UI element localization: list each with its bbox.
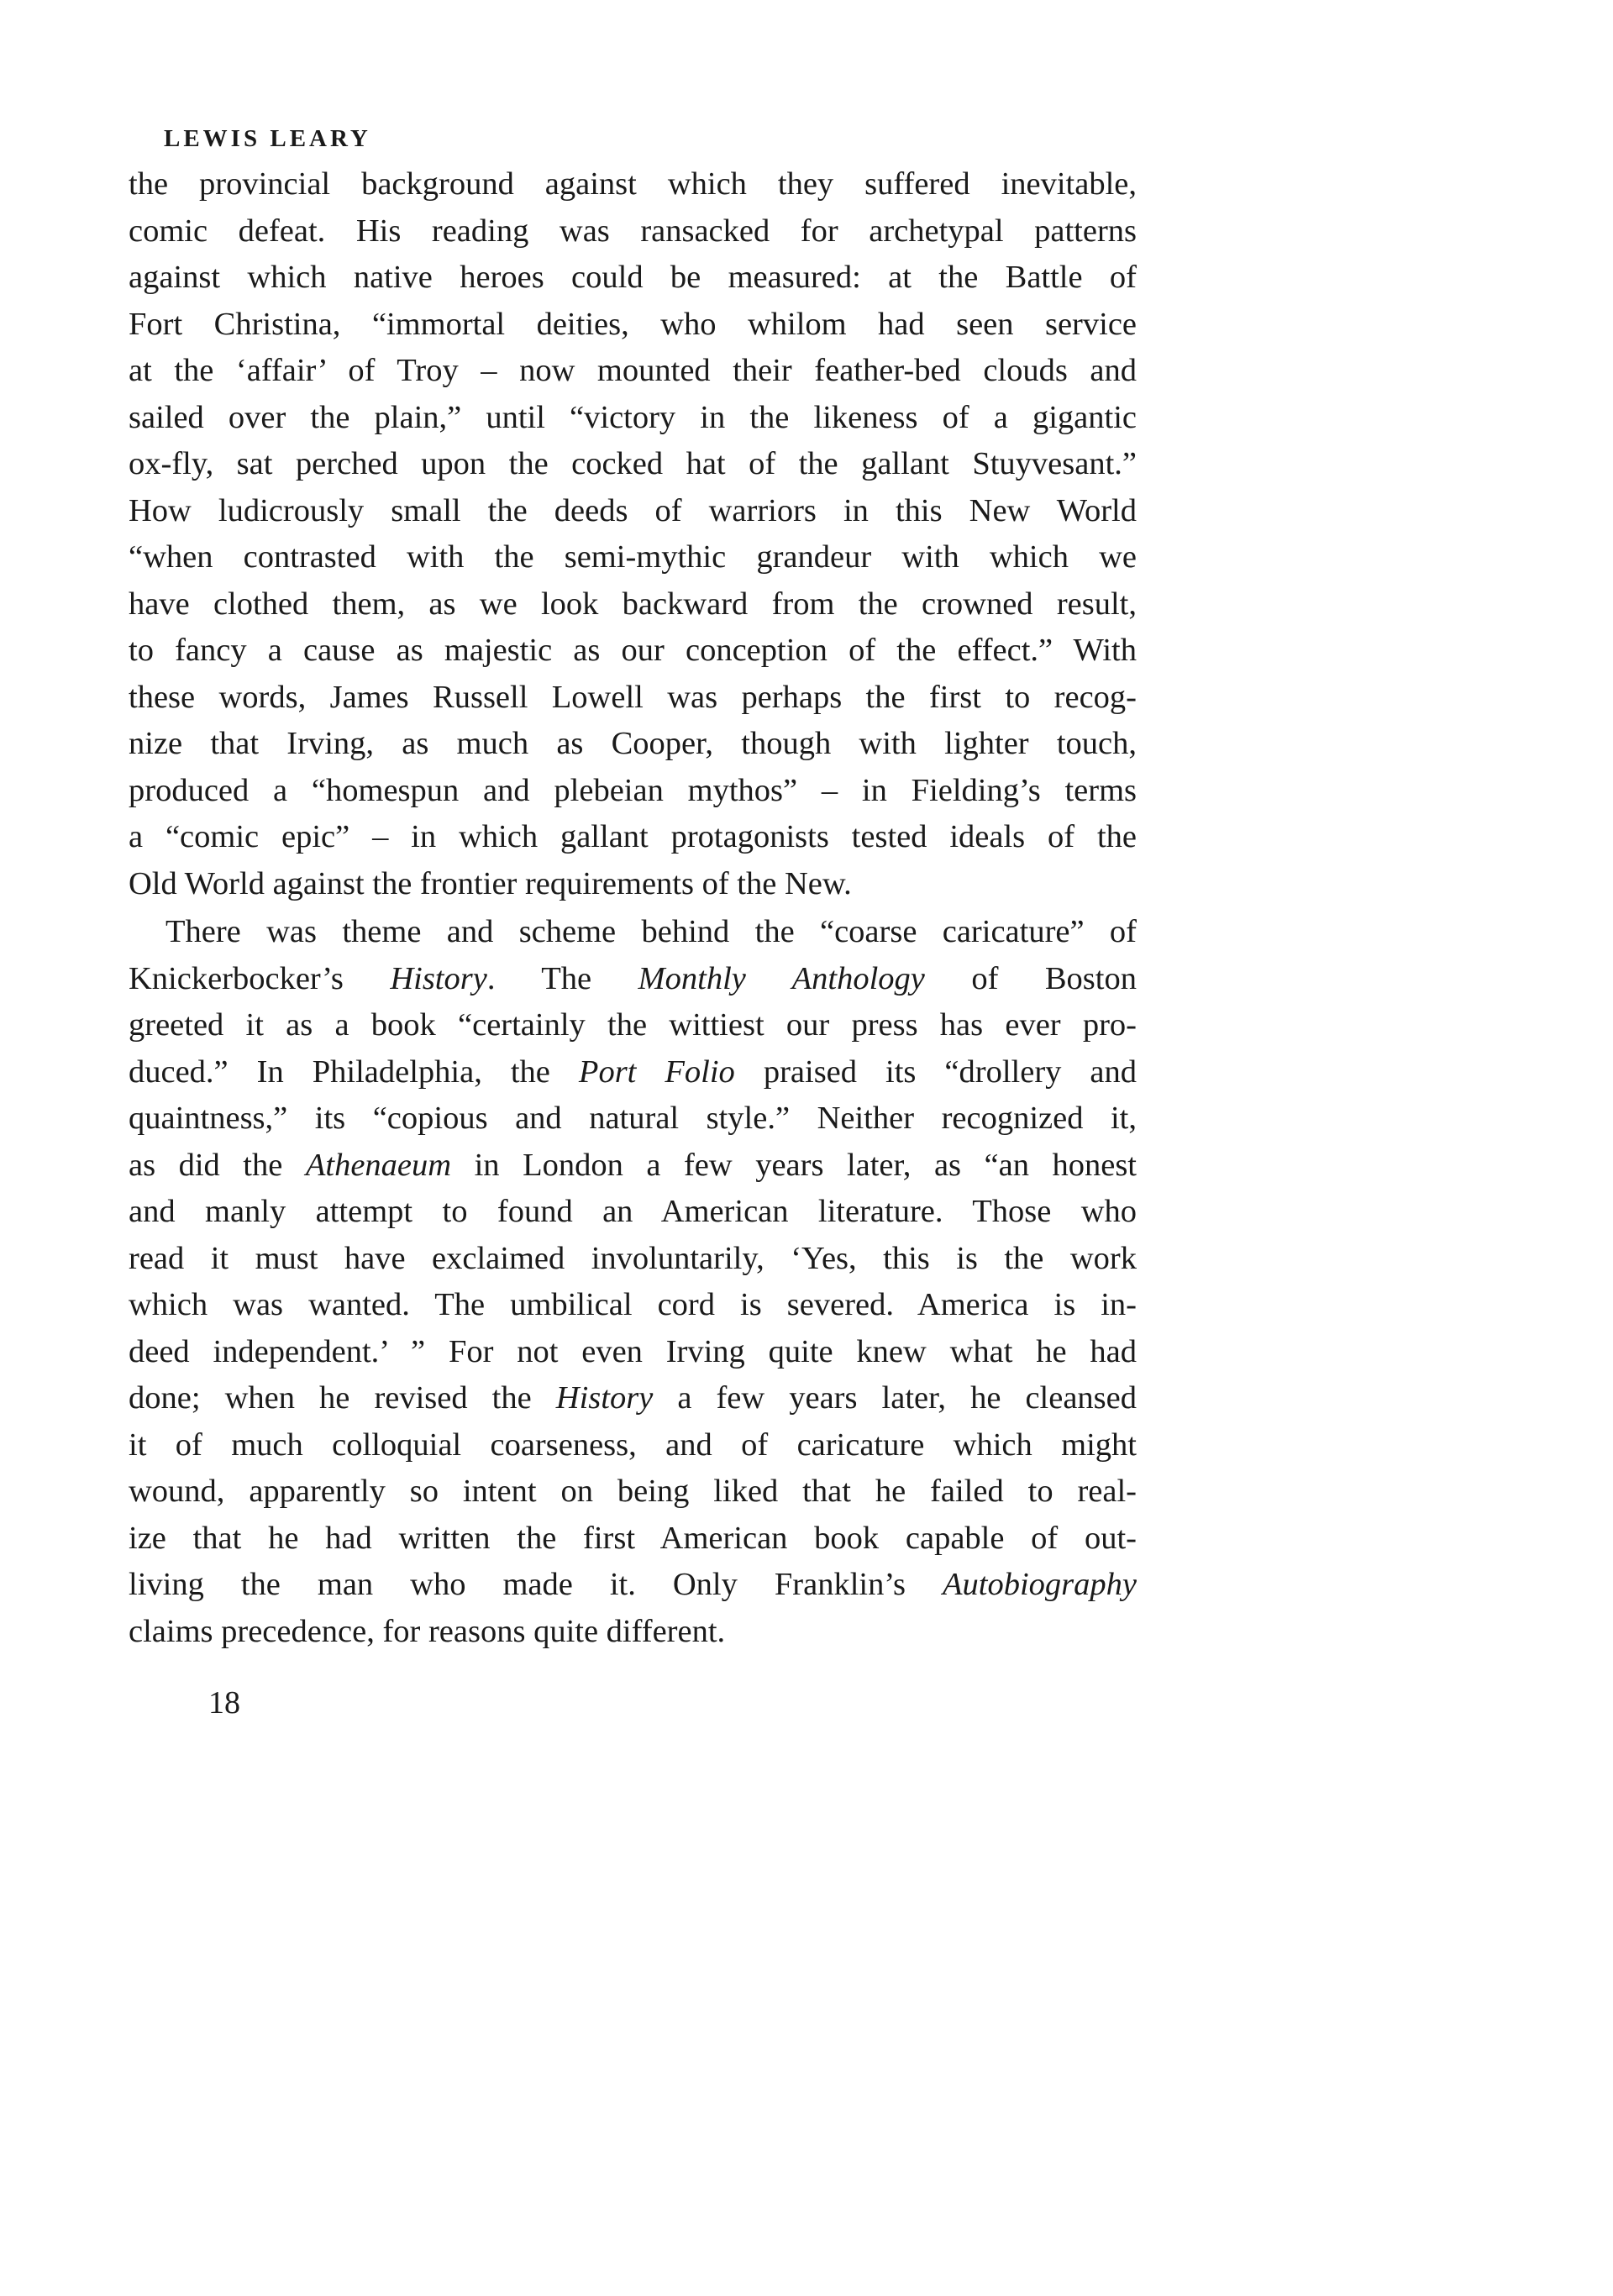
- text-run: Old World against the frontier requirements of the New.: [129, 865, 852, 901]
- text-line: [129, 721, 1137, 768]
- text-line: [129, 1375, 1137, 1422]
- text-run: of Boston: [924, 960, 1137, 996]
- text-run: the provincial background against which they suffered inevitable,: [129, 166, 1137, 202]
- text-line: [129, 1002, 1137, 1049]
- text-run: praised its “drollery and: [734, 1053, 1137, 1090]
- text-run: living the man who made it. Only Franklin’s: [129, 1567, 943, 1602]
- italic-title: Athenaeum: [305, 1147, 452, 1183]
- paragraph-2: [129, 909, 1137, 1655]
- text-line: [129, 1049, 1137, 1096]
- text-run: ize that he had written the first American book capable of out-: [129, 1520, 1137, 1556]
- italic-title: Port Folio: [578, 1053, 735, 1090]
- text-line: [129, 628, 1137, 675]
- text-run: nize that Irving, as much as Cooper, though with lighter touch,: [129, 726, 1137, 761]
- text-line: [129, 1422, 1137, 1469]
- text-line: [129, 675, 1137, 722]
- italic-title: History: [555, 1380, 654, 1416]
- text-run: have clothed them, as we look backward from the crowned result,: [129, 586, 1137, 622]
- text-line: [129, 1609, 1137, 1656]
- text-run: There was theme and scheme behind the “coarse caricature” of: [166, 914, 1137, 949]
- text-run: greeted it as a book “certainly the wittiest our press has ever pro-: [129, 1007, 1137, 1043]
- text-line: [129, 441, 1137, 488]
- paragraph-1: [129, 161, 1137, 907]
- text-run: produced a “homespun and plebeian mythos” – in Fielding’s terms: [129, 772, 1137, 808]
- text-line: [129, 302, 1137, 349]
- text-run: deed independent.’ ” For not even Irving quite knew what he had: [129, 1333, 1137, 1369]
- text-run: a “comic epic” – in which gallant protagonists tested ideals of the: [129, 819, 1137, 854]
- text-line: [129, 909, 1137, 956]
- text-line: [129, 1236, 1137, 1283]
- text-line: [129, 956, 1137, 1003]
- text-line: [129, 1282, 1137, 1329]
- text-line: [129, 348, 1137, 395]
- text-run: quaintness,” its “copious and natural style.” Neither recognized it,: [129, 1101, 1137, 1136]
- text-line: [129, 255, 1137, 302]
- italic-title: Autobiography: [943, 1567, 1137, 1602]
- italic-title: History: [390, 960, 487, 996]
- text-run: against which native heroes could be measured: at the Battle of: [129, 260, 1137, 295]
- text-run: “when contrasted with the semi-mythic grandeur with which we: [129, 539, 1137, 575]
- text-line: [129, 1329, 1137, 1376]
- text-line: [129, 1095, 1137, 1143]
- text-run: . The: [486, 960, 638, 996]
- text-run: and manly attempt to found an American literature. Those who: [129, 1194, 1137, 1229]
- text-line: [129, 534, 1137, 581]
- text-line: [129, 488, 1137, 535]
- running-head: LEWIS LEARY: [164, 125, 371, 152]
- text-line: [129, 1189, 1137, 1236]
- text-run: ox-fly, sat perched upon the cocked hat of the gallant Stuyvesant.”: [129, 446, 1137, 481]
- text-run: comic defeat. His reading was ransacked for archetypal patterns: [129, 213, 1137, 249]
- text-run: at the ‘affair’ of Troy – now mounted their feather-bed clouds and: [129, 353, 1137, 388]
- body-text: [129, 161, 1137, 1655]
- text-line: [129, 1516, 1137, 1563]
- text-run: Knickerbocker’s: [129, 960, 391, 996]
- italic-title: Monthly Anthology: [638, 960, 925, 996]
- text-line: [129, 768, 1137, 815]
- text-run: it of much colloquial coarseness, and of caricature which might: [129, 1426, 1137, 1463]
- text-run: How ludicrously small the deeds of warriors in this New World: [129, 492, 1137, 528]
- text-run: in London a few years later, as “an honest: [451, 1147, 1137, 1183]
- text-line: [129, 1468, 1137, 1516]
- text-run: wound, apparently so intent on being liked that he failed to real-: [129, 1474, 1137, 1509]
- text-line: [129, 161, 1137, 208]
- text-run: to fancy a cause as majestic as our conception of the effect.” With: [129, 633, 1137, 668]
- text-line: [129, 861, 1137, 908]
- text-run: duced.” In Philadelphia, the: [129, 1053, 579, 1090]
- text-line: [129, 208, 1137, 255]
- text-run: read it must have exclaimed involuntarily, ‘Yes, this is the work: [129, 1240, 1137, 1276]
- text-run: a few years later, he cleansed: [653, 1380, 1138, 1416]
- text-run: as did the: [129, 1147, 306, 1183]
- text-run: done; when he revised the: [129, 1380, 556, 1416]
- text-run: claims precedence, for reasons quite different.: [129, 1613, 726, 1649]
- text-line: [129, 581, 1137, 628]
- text-line: [129, 1562, 1137, 1609]
- text-run: sailed over the plain,” until “victory in the likeness of a gigantic: [129, 399, 1137, 435]
- text-run: Fort Christina, “immortal deities, who whilom had seen service: [129, 306, 1137, 342]
- text-run: which was wanted. The umbilical cord is severed. America is in-: [129, 1287, 1137, 1322]
- text-line: [129, 1143, 1137, 1190]
- text-line: [129, 395, 1137, 442]
- text-run: these words, James Russell Lowell was perhaps the first to recog-: [129, 679, 1137, 715]
- text-line: [129, 814, 1137, 861]
- page-number: 18: [208, 1685, 240, 1721]
